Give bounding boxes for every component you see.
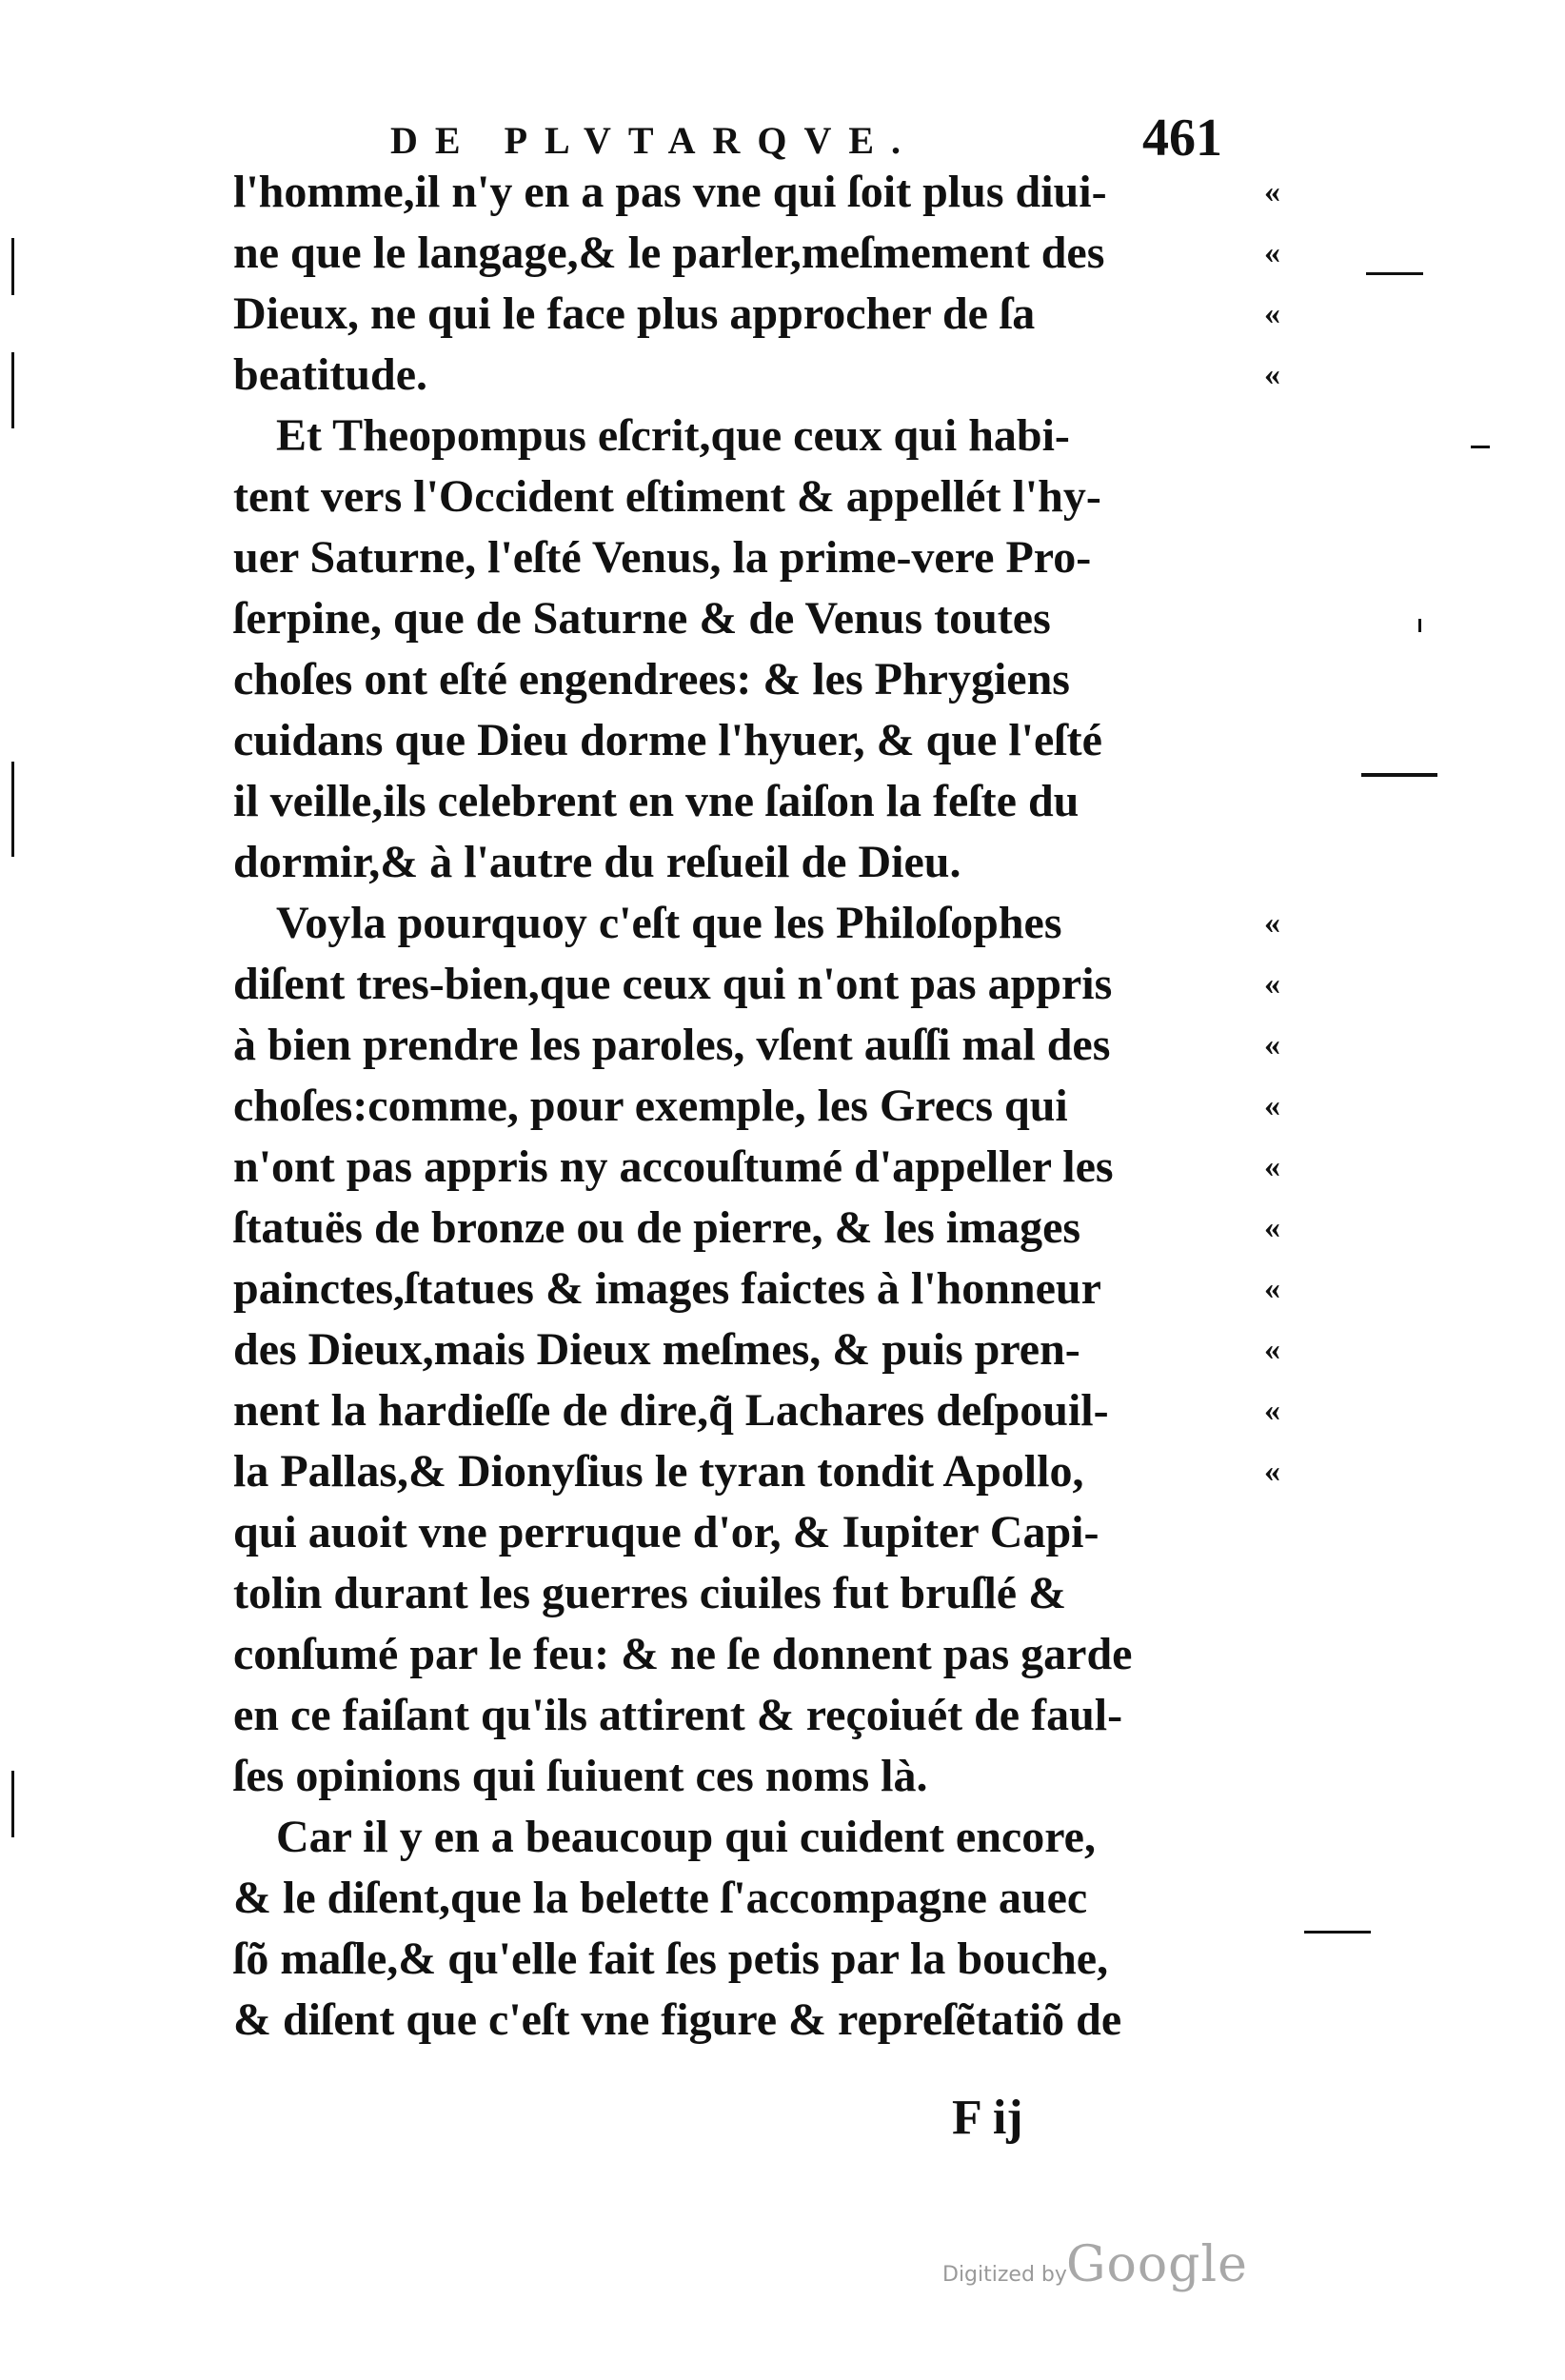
watermark-brand: Google — [1066, 2236, 1248, 2293]
quotation-mark: « — [1264, 1454, 1280, 1489]
watermark-digitized-label: Digitized by — [942, 2263, 1067, 2287]
quotation-mark: « — [1264, 235, 1280, 270]
text-line: il veille,ils celebrent en vne ſaiſon la feſte du — [233, 776, 1080, 826]
text-line: choſes ont eſté engendrees: & les Phrygiens — [233, 654, 1070, 704]
text-line: painctes,ſtatues & images faictes à l'honneur — [233, 1263, 1101, 1314]
quotation-mark: « — [1264, 296, 1280, 331]
text-line: dormir,& à l'autre du reſueil de Dieu. — [233, 837, 961, 887]
text-line: tolin durant les guerres ciuiles fut bruſlé & — [233, 1568, 1067, 1618]
text-line: ne que le langage,& le parler,meſmement des — [233, 228, 1105, 278]
text-line: ſtatuës de bronze ou de pierre, & les images — [233, 1202, 1081, 1253]
text-line: ſõ maſle,& qu'elle fait ſes petis par la bouche, — [233, 1934, 1109, 1984]
quotation-mark: « — [1264, 1027, 1280, 1062]
text-line: beatitude. — [233, 349, 427, 400]
text-line: tent vers l'Occident eſtiment & appellét l'hy- — [233, 471, 1101, 522]
scan-artifact — [1361, 773, 1437, 777]
text-line: uer Saturne, l'eſté Venus, la prime-vere Pro- — [233, 532, 1092, 583]
text-line: & le diſent,que la belette ſ'accompagne auec — [233, 1873, 1088, 1923]
scan-artifact — [11, 762, 14, 857]
quotation-mark: « — [1264, 1332, 1280, 1367]
text-line: à bien prendre les paroles, vſent auſſi mal des — [233, 1020, 1111, 1070]
scan-artifact — [1304, 1931, 1371, 1934]
text-line: la Pallas,& Dionyſius le tyran tondit Apollo, — [233, 1446, 1084, 1497]
text-line: qui auoit vne perruque d'or, & Iupiter Capi- — [233, 1507, 1099, 1557]
signature-mark: F ij — [952, 2091, 1023, 2145]
text-line: Dieux, ne qui le face plus approcher de ſa — [233, 288, 1036, 339]
quotation-mark: « — [1264, 1088, 1280, 1123]
quotation-mark: « — [1264, 1393, 1280, 1428]
text-line: & diſent que c'eſt vne figure & repreſẽtatiõ de — [233, 1994, 1122, 2045]
text-line: diſent tres-bien,que ceux qui n'ont pas appris — [233, 959, 1113, 1009]
scan-artifact — [1418, 619, 1421, 632]
text-line: en ce faiſant qu'ils attirent & reçoiuét de faul- — [233, 1690, 1123, 1740]
text-line: Car il y en a beaucoup qui cuident encore, — [276, 1812, 1096, 1862]
text-line: Et Theopompus eſcrit,que ceux qui habi- — [276, 410, 1070, 461]
text-line: ſerpine, que de Saturne & de Venus toutes — [233, 593, 1051, 644]
text-line: choſes:comme, pour exemple, les Grecs qui — [233, 1081, 1068, 1131]
running-title: DE PLVTARQVE. — [390, 119, 919, 162]
scan-artifact — [1366, 272, 1423, 275]
text-line: cuidans que Dieu dorme l'hyuer, & que l'eſté — [233, 715, 1102, 765]
scan-artifact — [11, 238, 14, 295]
quotation-mark: « — [1264, 905, 1280, 941]
quotation-mark: « — [1264, 174, 1280, 209]
scan-artifact — [11, 352, 14, 428]
text-line: des Dieux,mais Dieux meſmes, & puis pren- — [233, 1324, 1080, 1375]
quotation-mark: « — [1264, 357, 1280, 392]
scan-artifact — [1471, 446, 1490, 448]
quotation-mark: « — [1264, 1271, 1280, 1306]
text-line: ſes opinions qui ſuiuent ces noms là. — [233, 1751, 928, 1801]
text-line: conſumé par le feu: & ne ſe donnent pas garde — [233, 1629, 1133, 1679]
text-line: n'ont pas appris ny accouſtumé d'appeller les — [233, 1141, 1114, 1192]
digitized-watermark — [942, 2236, 1285, 2299]
quotation-mark: « — [1264, 1149, 1280, 1184]
quotation-mark: « — [1264, 1210, 1280, 1245]
scan-artifact — [11, 1771, 14, 1837]
page-number: 461 — [1142, 109, 1222, 168]
text-line: Voyla pourquoy c'eſt que les Philoſophes — [276, 898, 1062, 948]
quotation-mark: « — [1264, 966, 1280, 1002]
text-line: nent la hardieſſe de dire,q̃ Lachares deſpouil- — [233, 1385, 1109, 1436]
text-line: l'homme,il n'y en a pas vne qui ſoit plus diui- — [233, 167, 1107, 217]
